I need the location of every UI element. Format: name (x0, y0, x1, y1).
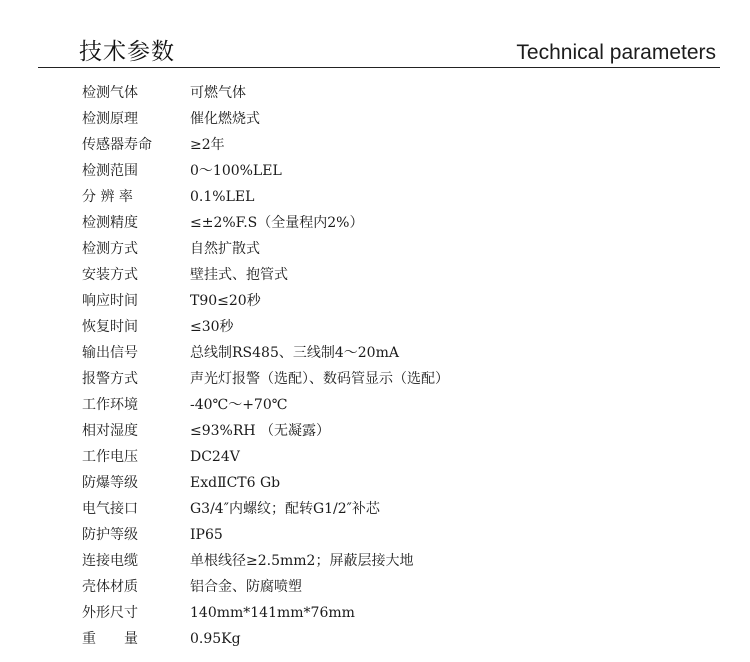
param-label: 传感器寿命 (82, 137, 152, 153)
param-label: 检测范围 (82, 163, 138, 179)
param-label: 电气接口 (82, 501, 138, 517)
param-label: 输出信号 (82, 345, 138, 361)
param-row-housing-material (0, 574, 750, 600)
header-divider (38, 67, 720, 68)
param-row-detection-principle (0, 106, 750, 132)
section-header (0, 0, 750, 70)
param-label: 防爆等级 (82, 475, 138, 491)
param-row-electrical-interface (0, 496, 750, 522)
param-value: 声光灯报警（选配）、数码管显示（选配） (190, 371, 449, 387)
param-label: 连接电缆 (82, 553, 138, 569)
param-value: 总线制RS485、三线制4～20mA (190, 345, 399, 361)
param-row-working-voltage (0, 444, 750, 470)
param-row-sensor-life (0, 132, 750, 158)
param-row-protection-grade (0, 522, 750, 548)
param-label: 检测原理 (82, 111, 138, 127)
section-title-cn: 技术参数 (79, 39, 175, 65)
param-value: ≤30秒 (190, 319, 234, 335)
param-row-working-environment (0, 392, 750, 418)
param-value: -40℃～+70℃ (190, 397, 288, 413)
param-label: 响应时间 (82, 293, 138, 309)
param-row-accuracy (0, 210, 750, 236)
param-label: 安装方式 (82, 267, 138, 283)
param-value: 140mm*141mm*76mm (190, 605, 355, 621)
param-label: 工作电压 (82, 449, 138, 465)
param-row-dimensions (0, 600, 750, 626)
param-row-recovery-time (0, 314, 750, 340)
param-row-response-time (0, 288, 750, 314)
param-row-installation (0, 262, 750, 288)
param-value: DC24V (190, 449, 240, 465)
param-value: 0.1%LEL (190, 189, 255, 205)
param-value: 催化燃烧式 (190, 111, 260, 127)
param-row-relative-humidity (0, 418, 750, 444)
param-label: 报警方式 (82, 371, 138, 387)
param-row-output-signal (0, 340, 750, 366)
param-row-connecting-cable (0, 548, 750, 574)
param-row-detection-gas (0, 80, 750, 106)
param-value: ≥2年 (190, 137, 225, 153)
param-row-detection-range (0, 158, 750, 184)
param-value: ExdⅡCT6 Gb (190, 475, 281, 491)
param-value: 自然扩散式 (190, 241, 260, 257)
param-label: 相对湿度 (82, 423, 138, 439)
param-label: 防护等级 (82, 527, 138, 543)
param-value: T90≤20秒 (190, 293, 261, 309)
param-value: 0～100%LEL (190, 163, 282, 179)
param-row-weight (0, 626, 750, 652)
param-value: ≤93%RH （无凝露） (190, 423, 331, 439)
param-label: 检测气体 (82, 85, 138, 101)
param-label: 外形尺寸 (82, 605, 138, 621)
param-row-alarm-mode (0, 366, 750, 392)
parameter-list (0, 80, 750, 652)
param-label: 重 量 (82, 631, 138, 647)
param-label: 壳体材质 (82, 579, 138, 595)
param-value: IP65 (190, 527, 223, 543)
param-row-detection-method (0, 236, 750, 262)
param-value: 0.95Kg (190, 631, 241, 647)
param-row-explosion-proof (0, 470, 750, 496)
section-title-en: Technical parameters (516, 41, 716, 64)
param-value: 可燃气体 (190, 85, 246, 101)
param-label: 检测方式 (82, 241, 138, 257)
param-label: 恢复时间 (82, 319, 138, 335)
param-label: 检测精度 (82, 215, 138, 231)
param-label: 工作环境 (82, 397, 138, 413)
param-label: 分 辨 率 (82, 189, 133, 205)
param-value: 单根线径≥2.5mm2；屏蔽层接大地 (190, 553, 414, 569)
param-value: 铝合金、防腐喷塑 (190, 579, 302, 595)
param-value: G3/4″内螺纹；配转G1/2″补芯 (190, 501, 380, 517)
param-row-resolution (0, 184, 750, 210)
param-value: 壁挂式、抱管式 (190, 267, 288, 283)
param-value: ≤±2%F.S（全量程内2%） (190, 215, 364, 231)
